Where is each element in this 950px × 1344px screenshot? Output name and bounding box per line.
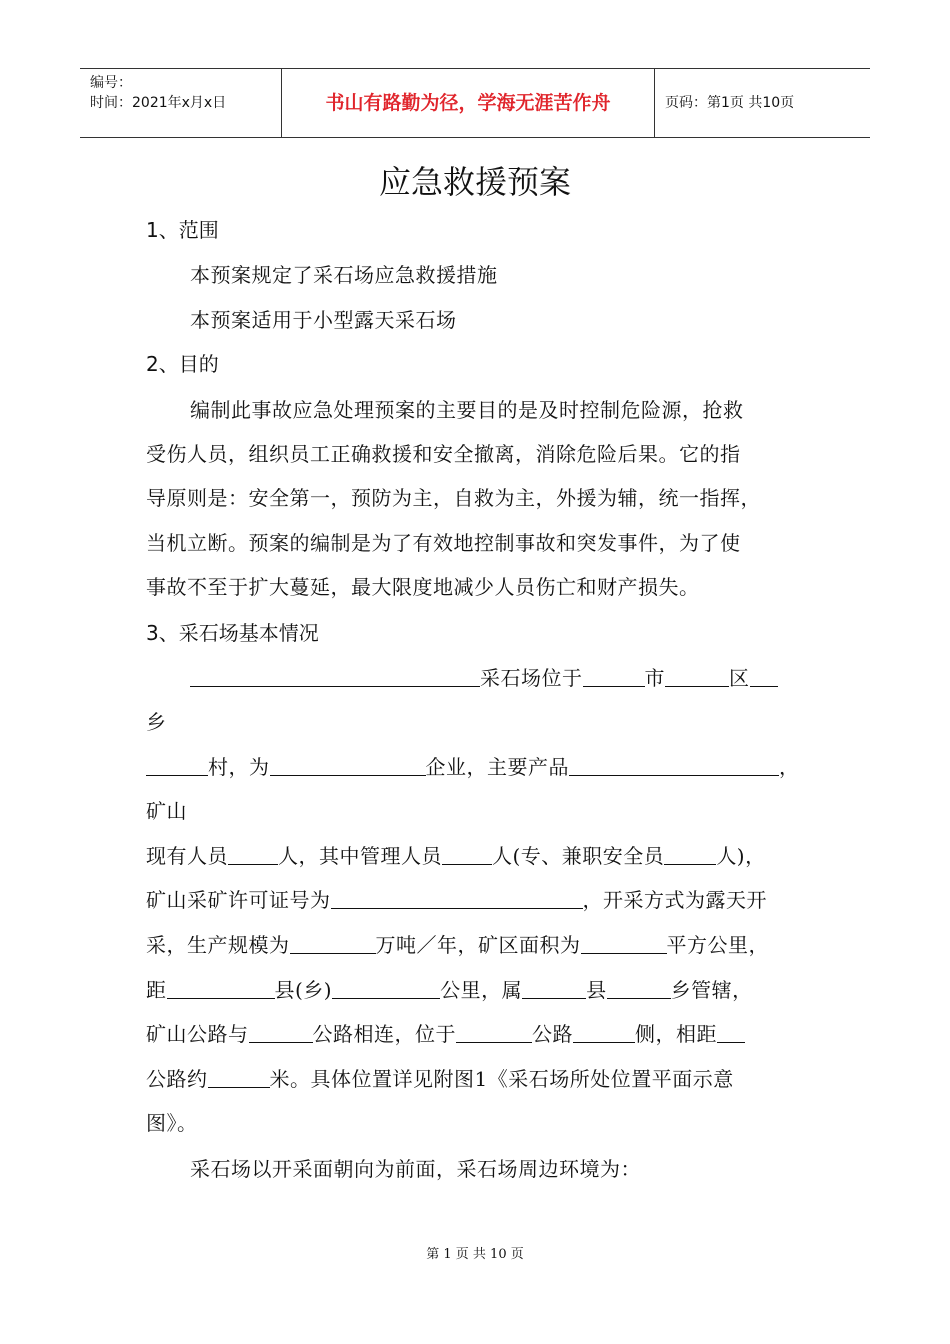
district-blank[interactable]	[665, 664, 729, 687]
paragraph-line: 导原则是：安全第一，预防为主，自救为主，外援为辅，统一指挥，	[146, 486, 761, 510]
header-meta	[90, 73, 226, 113]
paragraph-line: 本预案规定了采石场应急救援措施	[190, 263, 498, 287]
paragraph-line: 采石场以开采面朝向为前面，采石场周边环境为：	[190, 1157, 641, 1181]
page-header	[80, 68, 870, 138]
quarry-name-blank[interactable]	[190, 664, 480, 687]
safety-officer-blank[interactable]	[664, 842, 716, 865]
paragraph-line: 本预案适用于小型露天采石场	[190, 308, 457, 332]
enterprise-type-blank[interactable]	[270, 753, 426, 776]
section-heading: 1、范围	[146, 218, 219, 242]
distance-km-blank[interactable]	[332, 976, 440, 999]
header-divider	[654, 69, 655, 137]
form-line: 图》。	[146, 1111, 198, 1135]
production-scale-blank[interactable]	[290, 931, 376, 954]
road-name-blank[interactable]	[249, 1020, 313, 1043]
section-heading: 2、目的	[146, 352, 219, 376]
form-line: 采，生产规模为 万吨／年，矿区面积为 平方公里，	[146, 933, 769, 957]
village-blank[interactable]	[146, 753, 208, 776]
form-line: 乡	[146, 710, 167, 734]
form-line: 矿山	[146, 799, 187, 823]
paragraph-line: 受伤人员，组织员工正确救援和安全撤离，消除危险后果。它的指	[146, 442, 741, 466]
road-location-blank[interactable]	[456, 1020, 532, 1043]
form-line: 村，为 企业，主要产品 ，	[146, 752, 800, 782]
distance-blank[interactable]	[717, 1020, 745, 1043]
time-label: 时间：2021年x月x日	[90, 95, 227, 111]
area-blank[interactable]	[581, 931, 667, 954]
form-line: 距 县(乡) 公里，属 县 乡管辖，	[146, 978, 753, 1002]
page-footer: 第 1 页 共 10 页	[426, 1247, 524, 1262]
paragraph-line: 编制此事故应急处理预案的主要目的是及时控制危险源，抢救	[190, 398, 744, 422]
xiang-govern-blank[interactable]	[607, 976, 671, 999]
meters-blank[interactable]	[208, 1065, 270, 1088]
county-blank[interactable]	[522, 976, 586, 999]
section-heading: 3、采石场基本情况	[146, 621, 319, 645]
header-motto: 书山有路勤为径，学海无涯苦作舟	[325, 92, 611, 114]
staff-count-blank[interactable]	[228, 842, 278, 865]
license-number-blank[interactable]	[331, 886, 583, 909]
city-blank[interactable]	[583, 664, 645, 687]
number-label: 编号：	[90, 75, 132, 91]
xiang-blank[interactable]	[750, 664, 778, 687]
header-page-info: 页码：第1页 共10页	[665, 95, 795, 111]
document-title: 应急救援预案	[378, 163, 571, 201]
paragraph-line: 事故不至于扩大蔓延，最大限度地减少人员伤亡和财产损失。	[146, 575, 700, 599]
distance-county-blank[interactable]	[167, 976, 275, 999]
form-line: 采石场位于 市 区	[190, 663, 778, 693]
side-blank[interactable]	[573, 1020, 635, 1043]
form-line: 现有人员 人，其中管理人员 人(专、兼职安全员 人)，	[146, 844, 766, 868]
form-line: 公路约 米。具体位置详见附图1《采石场所处位置平面示意	[146, 1067, 734, 1091]
main-product-blank[interactable]	[569, 753, 779, 776]
paragraph-line: 当机立断。预案的编制是为了有效地控制事故和突发事件，为了使	[146, 531, 741, 555]
mgmt-count-blank[interactable]	[442, 842, 492, 865]
form-line: 矿山公路与 公路相连，位于 公路 侧，相距	[146, 1019, 745, 1049]
form-line: 矿山采矿许可证号为 ，开采方式为露天开	[146, 888, 767, 912]
